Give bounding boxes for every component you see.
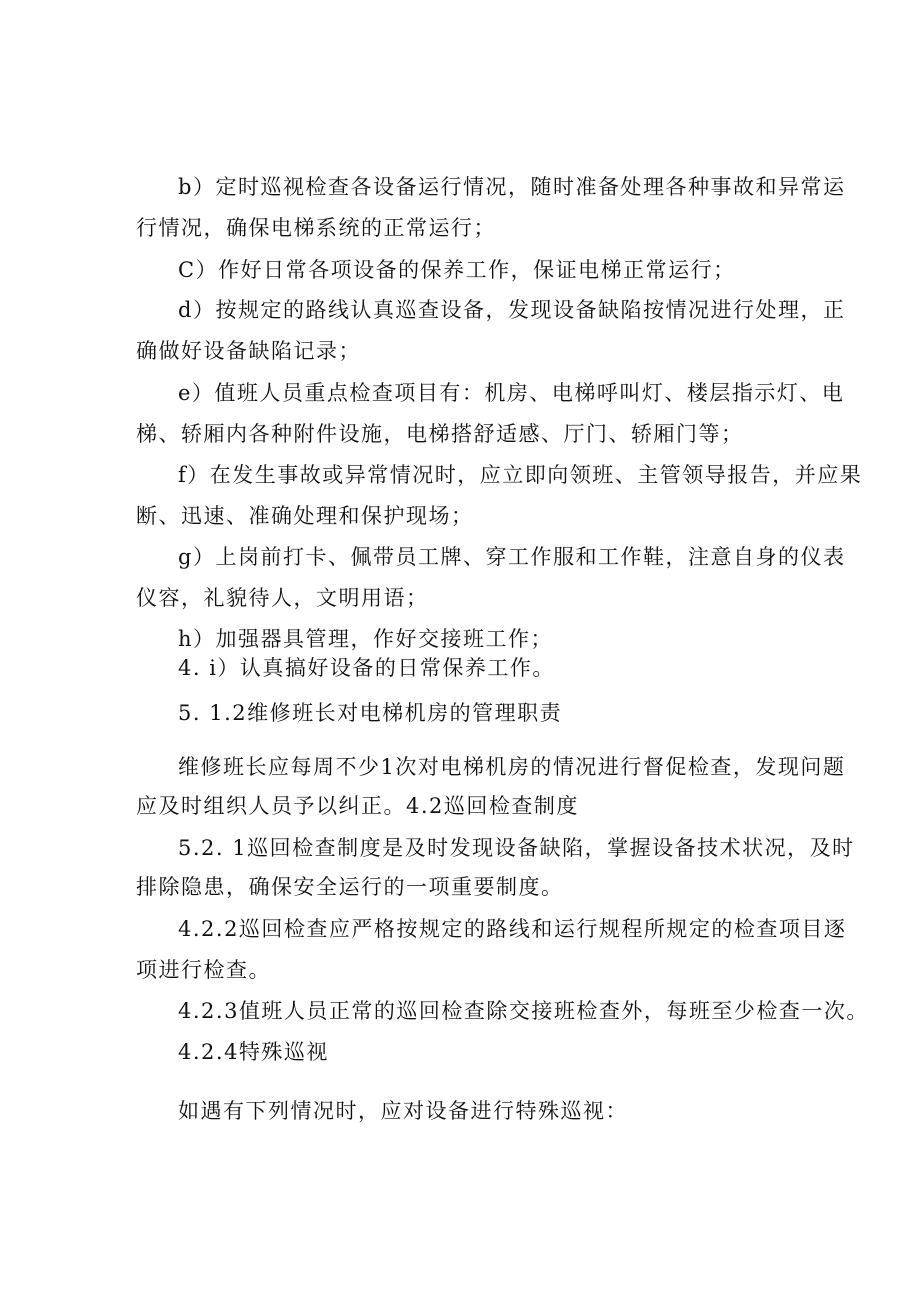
text-line: 4.2.2巡回检查应严格按规定的路线和运行规程所规定的检查项目逐 <box>178 917 847 941</box>
text-line: C）作好日常各项设备的保养工作，保证电梯正常运行； <box>178 258 736 282</box>
text-line: 5.2. 1巡回检查制度是及时发现设备缺陷，掌握设备技术状况，及时 <box>178 836 855 860</box>
text-line: 4. i）认真搞好设备的日常保养工作。 <box>178 656 555 680</box>
text-line: 项进行检查。 <box>136 958 271 982</box>
text-line: h）加强器具管理，作好交接班工作； <box>178 627 554 651</box>
text-line: 确做好设备缺陷记录； <box>136 339 361 363</box>
text-line: 行情况，确保电梯系统的正常运行； <box>136 216 496 240</box>
text-line: 应及时组织人员予以纠正。4.2巡回检查制度 <box>136 794 579 818</box>
text-line: 排除隐患，确保安全运行的一项重要制度。 <box>136 875 564 899</box>
text-line: 4.2.3值班人员正常的巡回检查除交接班检查外，每班至少检查一次。 <box>178 999 869 1023</box>
text-line: e）值班人员重点检查项目有：机房、电梯呼叫灯、楼层指示灯、电 <box>178 381 845 405</box>
text-line: 仪容，礼貌待人，文明用语； <box>136 586 429 610</box>
section-heading: 4.2.4特殊巡视 <box>178 1040 329 1064</box>
text-line: f）在发生事故或异常情况时，应立即向领班、主管领导报告，并应果 <box>178 463 863 487</box>
text-line: 如遇有下列情况时，应对设备进行特殊巡视： <box>178 1099 628 1123</box>
section-heading: 5. 1.2维修班长对电梯机房的管理职责 <box>178 701 563 725</box>
text-line: 断、迅速、准确处理和保护现场； <box>136 504 474 528</box>
text-line: b）定时巡视检查各设备运行情况，随时准备处理各种事故和异常运 <box>178 175 846 199</box>
text-line: 维修班长应每周不少1次对电梯机房的情况进行督促检查，发现问题 <box>178 755 846 779</box>
text-line: g）上岗前打卡、佩带员工牌、穿工作服和工作鞋，注意自身的仪表 <box>178 545 846 569</box>
text-line: 梯、轿厢内各种附件设施，电梯搭舒适感、厅门、轿厢门等； <box>136 422 744 446</box>
text-line: d）按规定的路线认真巡查设备，发现设备缺陷按情况进行处理，正 <box>178 298 846 322</box>
